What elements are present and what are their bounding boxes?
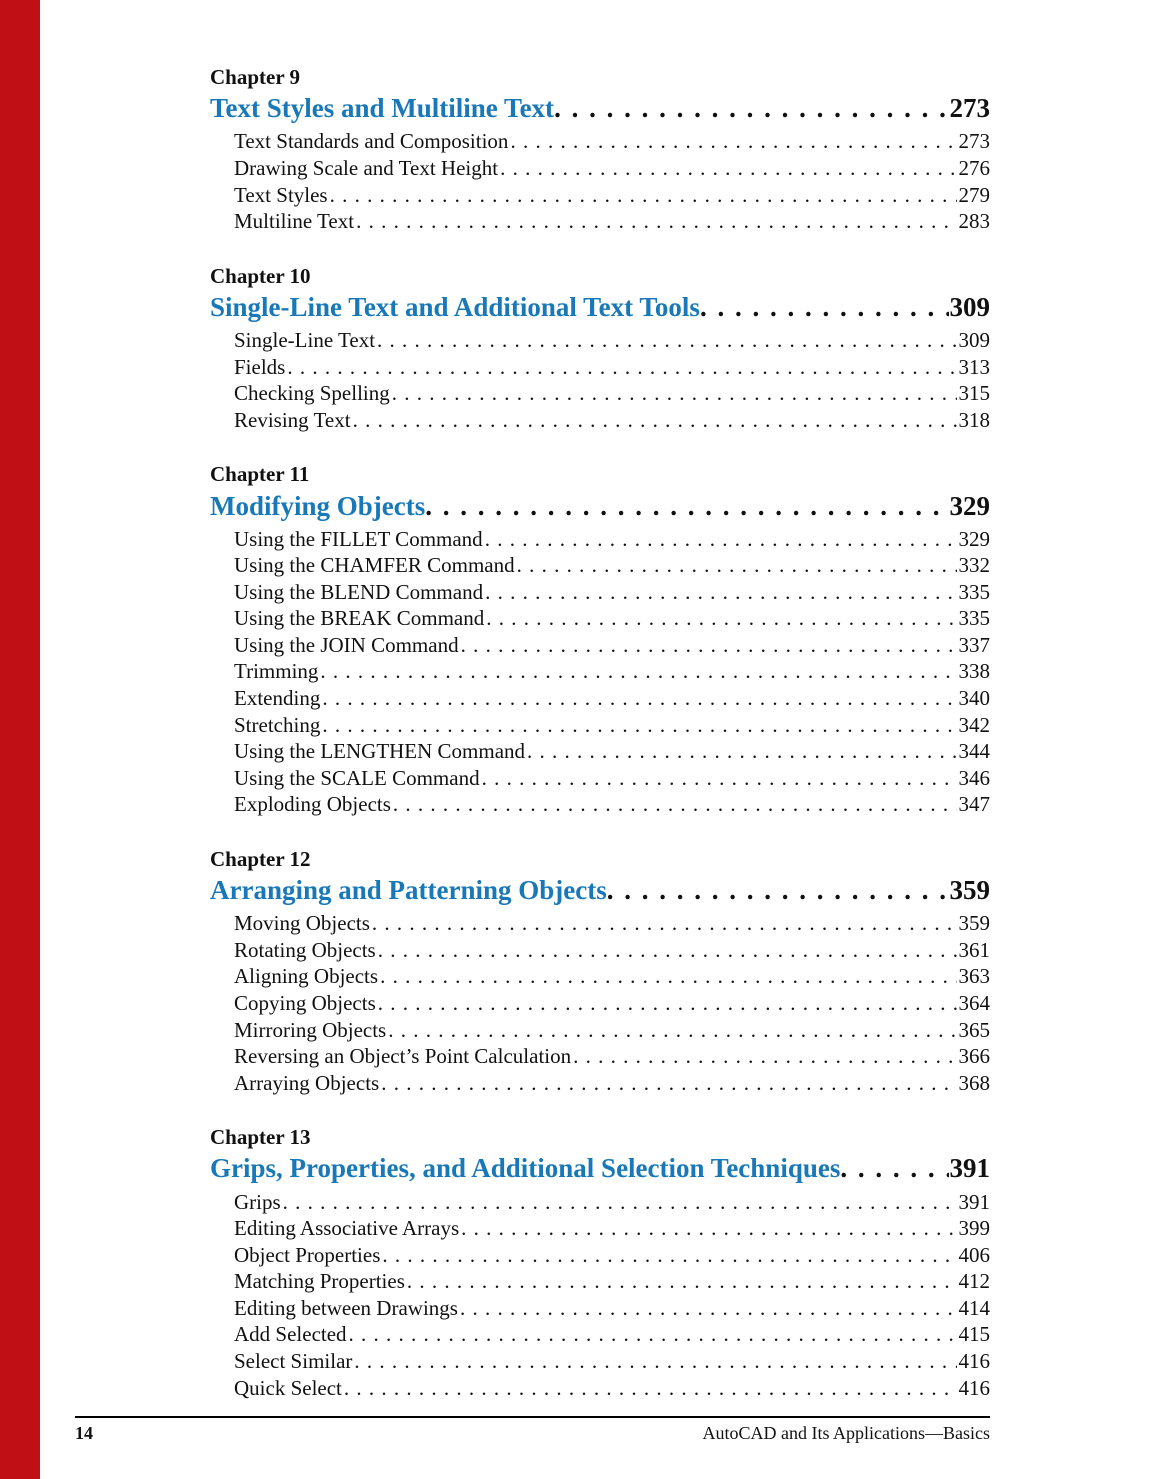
toc-section-row <box>234 1017 990 1044</box>
section-page-number: 364 <box>958 990 990 1015</box>
chapter-title-row <box>210 290 990 325</box>
section-page-number: 283 <box>958 209 990 234</box>
toc-section-row <box>234 605 990 632</box>
section-page-number: 399 <box>958 1216 990 1241</box>
dot-leader <box>378 990 957 1017</box>
section-page-number: 309 <box>958 328 990 353</box>
toc-section-row <box>234 1321 990 1348</box>
dot-leader <box>372 910 957 937</box>
section-title: Using the CHAMFER Command <box>234 553 515 578</box>
section-page-number: 342 <box>958 712 990 737</box>
dot-leader <box>344 1375 957 1402</box>
chapter-page-number: 273 <box>949 93 990 124</box>
section-title: Checking Spelling <box>234 381 390 406</box>
section-page-number: 368 <box>958 1070 990 1095</box>
section-page-number: 347 <box>958 792 990 817</box>
section-title: Using the LENGTHEN Command <box>234 739 526 764</box>
dot-leader <box>322 685 956 712</box>
dot-leader <box>283 1189 957 1216</box>
section-page-number: 340 <box>958 686 990 711</box>
section-title: Exploding Objects <box>234 792 391 817</box>
section-title: Editing between Drawings <box>234 1295 458 1320</box>
chapter-page-number: 391 <box>949 1153 990 1184</box>
dot-leader <box>356 208 956 235</box>
dot-leader <box>377 327 956 354</box>
toc-section-row <box>234 155 990 182</box>
toc-section-row <box>234 208 990 235</box>
chapter-title: Modifying Objects <box>210 490 426 521</box>
section-page-number: 329 <box>958 526 990 551</box>
toc-chapter <box>210 263 990 434</box>
section-page-number: 279 <box>958 182 990 207</box>
chapter-label: Chapter 9 <box>210 65 301 89</box>
section-page-number: 273 <box>958 129 990 154</box>
section-title: Using the BREAK Command <box>234 606 485 631</box>
toc-section-row <box>234 1348 990 1375</box>
dot-leader <box>322 712 956 739</box>
toc-section-row <box>234 765 990 792</box>
toc-section-row <box>234 182 990 209</box>
section-title: Trimming <box>234 659 319 684</box>
dot-leader <box>392 380 957 407</box>
section-page-number: 361 <box>958 937 990 962</box>
section-title: Moving Objects <box>234 911 370 936</box>
section-title: Fields <box>234 354 286 379</box>
section-title: Rotating Objects <box>234 937 376 962</box>
dot-leader <box>287 354 956 381</box>
toc-section-row <box>234 128 990 155</box>
dot-leader <box>461 632 957 659</box>
dot-leader <box>407 1268 957 1295</box>
section-page-number: 414 <box>958 1295 990 1320</box>
toc-chapter <box>210 461 990 818</box>
section-page-number: 335 <box>958 606 990 631</box>
section-page-number: 337 <box>958 632 990 657</box>
page-edge-bar <box>0 0 40 1479</box>
section-page-number: 332 <box>958 553 990 578</box>
chapter-title-row <box>210 1151 990 1186</box>
toc-section-row <box>234 1215 990 1242</box>
toc-chapter <box>210 64 990 235</box>
dot-leader <box>607 873 949 908</box>
toc-section-row <box>234 1043 990 1070</box>
toc-section-row <box>234 354 990 381</box>
section-title: Text Styles <box>234 182 328 207</box>
dot-leader <box>485 579 956 606</box>
chapter-sections <box>234 526 990 818</box>
dot-leader <box>330 182 957 209</box>
section-title: Single-Line Text <box>234 328 376 353</box>
dot-leader <box>486 605 956 632</box>
section-page-number: 335 <box>958 579 990 604</box>
dot-leader <box>378 937 957 964</box>
toc-section-row <box>234 526 990 553</box>
section-title: Grips <box>234 1189 281 1214</box>
chapter-label: Chapter 11 <box>210 462 310 487</box>
dot-leader <box>500 155 956 182</box>
toc-chapter <box>210 846 990 1096</box>
dot-leader <box>573 1043 956 1070</box>
dot-leader <box>460 1295 957 1322</box>
toc-section-row <box>234 1189 990 1216</box>
section-page-number: 359 <box>958 911 990 936</box>
section-page-number: 363 <box>958 964 990 989</box>
toc-section-row <box>234 1268 990 1295</box>
chapter-sections <box>234 327 990 433</box>
section-title: Extending <box>234 686 321 711</box>
section-page-number: 416 <box>958 1375 990 1400</box>
chapter-page-number: 329 <box>949 490 990 521</box>
toc-section-row <box>234 1242 990 1269</box>
section-title: Copying Objects <box>234 990 376 1015</box>
dot-leader <box>349 1321 957 1348</box>
dot-leader <box>527 738 956 765</box>
toc-content <box>210 64 990 1401</box>
chapter-sections <box>234 1189 990 1402</box>
toc-list <box>210 64 990 1401</box>
toc-section-row <box>234 1070 990 1097</box>
section-page-number: 276 <box>958 155 990 180</box>
dot-leader <box>393 791 957 818</box>
section-title: Mirroring Objects <box>234 1017 387 1042</box>
dot-leader <box>320 658 956 685</box>
chapter-label: Chapter 10 <box>210 263 311 288</box>
toc-section-row <box>234 990 990 1017</box>
chapter-label: Chapter 13 <box>210 1125 311 1150</box>
chapter-label: Chapter 12 <box>210 846 311 871</box>
section-page-number: 406 <box>958 1242 990 1267</box>
dot-leader <box>554 91 948 126</box>
dot-leader <box>510 128 956 155</box>
toc-section-row <box>234 658 990 685</box>
toc-section-row <box>234 1295 990 1322</box>
toc-section-row <box>234 327 990 354</box>
section-page-number: 346 <box>958 765 990 790</box>
toc-section-row <box>234 937 990 964</box>
section-title: Using the BLEND Command <box>234 579 484 604</box>
toc-chapter <box>210 1124 990 1401</box>
section-page-number: 412 <box>958 1269 990 1294</box>
section-page-number: 416 <box>958 1348 990 1373</box>
toc-section-row <box>234 738 990 765</box>
dot-leader <box>425 489 948 524</box>
section-title: Select Similar <box>234 1348 353 1373</box>
toc-section-row <box>234 910 990 937</box>
chapter-title-row <box>210 489 990 524</box>
section-title: Drawing Scale and Text Height <box>234 155 499 180</box>
section-page-number: 415 <box>958 1322 990 1347</box>
dot-leader <box>461 1215 956 1242</box>
chapter-title-row <box>210 91 990 126</box>
section-title: Text Standards and Composition <box>234 129 509 154</box>
dot-leader <box>381 1070 956 1097</box>
chapter-title: Text Styles and Multiline Text <box>210 93 555 124</box>
dot-leader <box>485 526 957 553</box>
section-page-number: 366 <box>958 1044 990 1069</box>
toc-section-row <box>234 963 990 990</box>
section-page-number: 338 <box>958 659 990 684</box>
section-title: Using the SCALE Command <box>234 765 480 790</box>
section-title: Editing Associative Arrays <box>234 1216 460 1241</box>
section-title: Using the FILLET Command <box>234 526 483 551</box>
dot-leader <box>382 1242 956 1269</box>
section-title: Object Properties <box>234 1242 381 1267</box>
chapter-sections <box>234 128 990 234</box>
section-title: Arraying Objects <box>234 1070 380 1095</box>
section-title: Multiline Text <box>234 209 355 234</box>
chapter-title: Single-Line Text and Additional Text Tools <box>210 291 700 322</box>
dot-leader <box>354 1348 956 1375</box>
section-title: Add Selected <box>234 1322 347 1347</box>
toc-section-row <box>234 579 990 606</box>
toc-section-row <box>234 632 990 659</box>
dot-leader <box>380 963 956 990</box>
chapter-page-number: 309 <box>949 291 990 322</box>
chapter-title: Arranging and Patterning Objects <box>210 875 607 906</box>
footer-page-number: 14 <box>75 1423 93 1443</box>
section-title: Aligning Objects <box>234 964 379 989</box>
toc-section-row <box>234 380 990 407</box>
chapter-title-row <box>210 873 990 908</box>
toc-section-row <box>234 407 990 434</box>
section-title: Reversing an Object’s Point Calculation <box>234 1044 572 1069</box>
dot-leader <box>840 1151 948 1186</box>
dot-leader <box>700 290 949 325</box>
page-footer <box>75 1416 990 1444</box>
section-title: Matching Properties <box>234 1269 405 1294</box>
section-title: Quick Select <box>234 1375 342 1400</box>
dot-leader <box>482 765 957 792</box>
dot-leader <box>388 1017 956 1044</box>
toc-section-row <box>234 685 990 712</box>
section-page-number: 318 <box>958 407 990 432</box>
toc-section-row <box>234 712 990 739</box>
dot-leader <box>353 407 957 434</box>
section-page-number: 315 <box>958 381 990 406</box>
section-page-number: 313 <box>958 354 990 379</box>
section-page-number: 344 <box>958 739 990 764</box>
chapter-page-number: 359 <box>949 875 990 906</box>
chapter-title: Grips, Properties, and Additional Selection Techniques <box>210 1153 841 1184</box>
toc-section-row <box>234 791 990 818</box>
section-page-number: 365 <box>958 1017 990 1042</box>
section-title: Using the JOIN Command <box>234 632 459 657</box>
toc-section-row <box>234 552 990 579</box>
chapter-sections <box>234 910 990 1096</box>
section-page-number: 391 <box>958 1189 990 1214</box>
toc-section-row <box>234 1375 990 1402</box>
footer-book-title: AutoCAD and Its Applications—Basics <box>702 1423 990 1443</box>
section-title: Stretching <box>234 712 321 737</box>
dot-leader <box>517 552 957 579</box>
section-title: Revising Text <box>234 407 351 432</box>
